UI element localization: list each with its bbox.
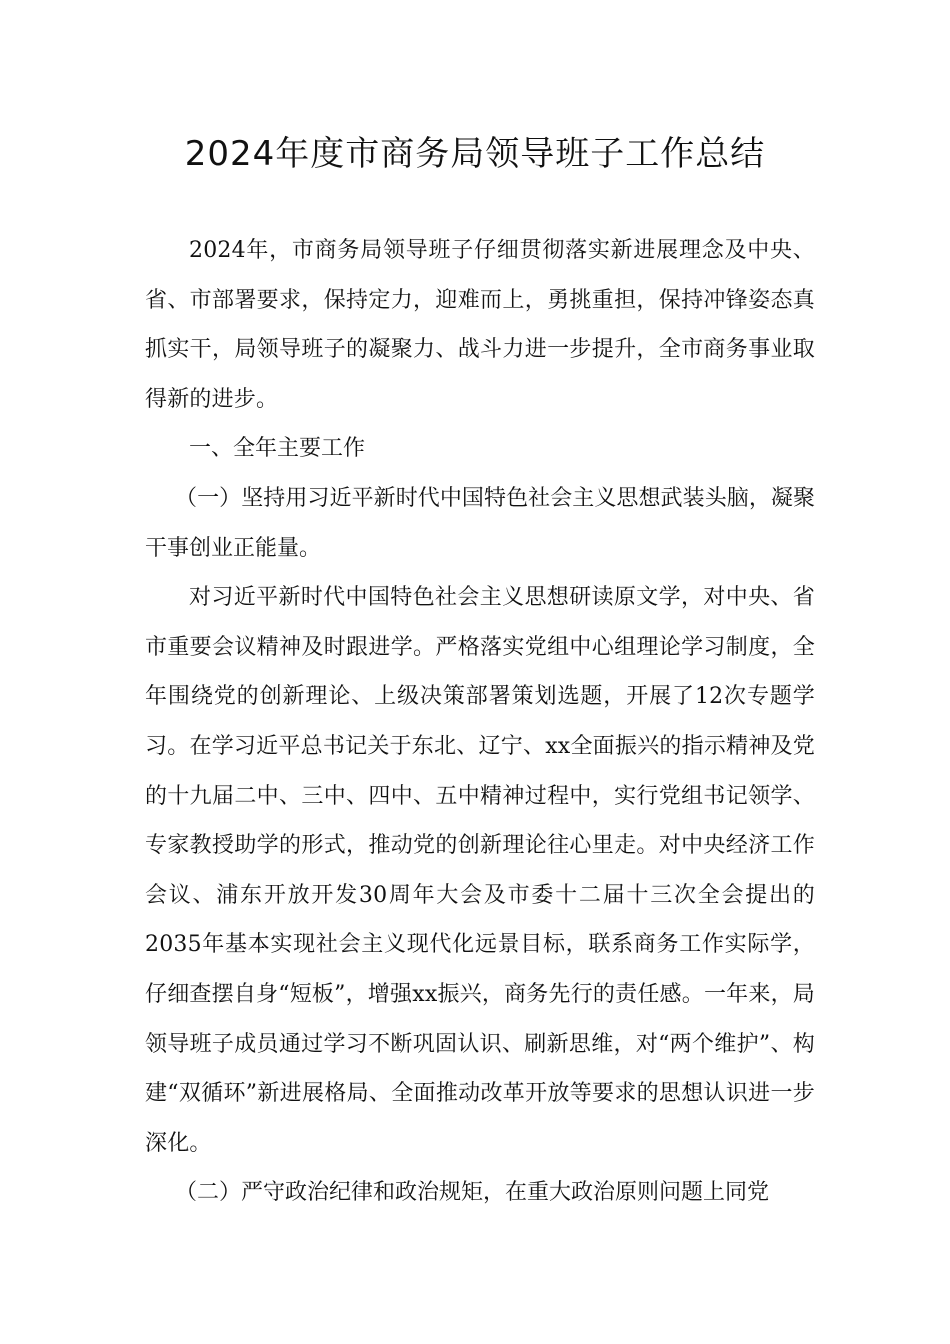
intro-paragraph: 2024年，市商务局领导班子仔细贯彻落实新进展理念及中央、省、市部署要求，保持定力，迎难而上，勇挑重担，保持冲锋姿态真抓实干，局领导班子的凝聚力、战斗力进一步提升，全市商务事业取得新的进步。 xyxy=(145,238,815,412)
subsection-heading-1: （一）坚持用习近平新时代中国特色社会主义思想武装头脑，凝聚干事创业正能量。 xyxy=(145,485,815,561)
subsection-heading-2: （二）严守政治纪律和政治规矩，在重大政治原则问题上同党 xyxy=(175,1180,770,1206)
section-heading-1: 一、全年主要工作 xyxy=(189,436,366,462)
document-title: 2024年度市商务局领导班子工作总结 xyxy=(184,134,766,174)
body-paragraph-1: 对习近平新时代中国特色社会主义思想研读原文学，对中央、省市重要会议精神及时跟进学。严格落实党组中心组理论学习制度，全年围绕党的创新理论、上级决策部署策划选题，开展了12次专题学习。在学习近平总书记关于东北、辽宁、xx全面振兴的指示精神及党的十九届二中、三中、四中、五中精神过程中，实行党组书记领学、专家教授助学的形式，推动党的创新理论往心里走。对中央经济工作会议、浦东开放开发30周年大会及市委十二届十三次全会提出的2035年基本实现社会主义现代化远景目标，联系商务工作实际学，仔细查摆自身“短板”，增强xx振兴，商务先行的责任感。一年来，局领导班子成员通过学习不断巩固认识、刷新思维，对“两个维护”、构建“双循环”新进展格局、全面推动改革开放等要求的思想认识进一步深化。 xyxy=(145,585,815,1156)
document-body xyxy=(145,226,815,1218)
